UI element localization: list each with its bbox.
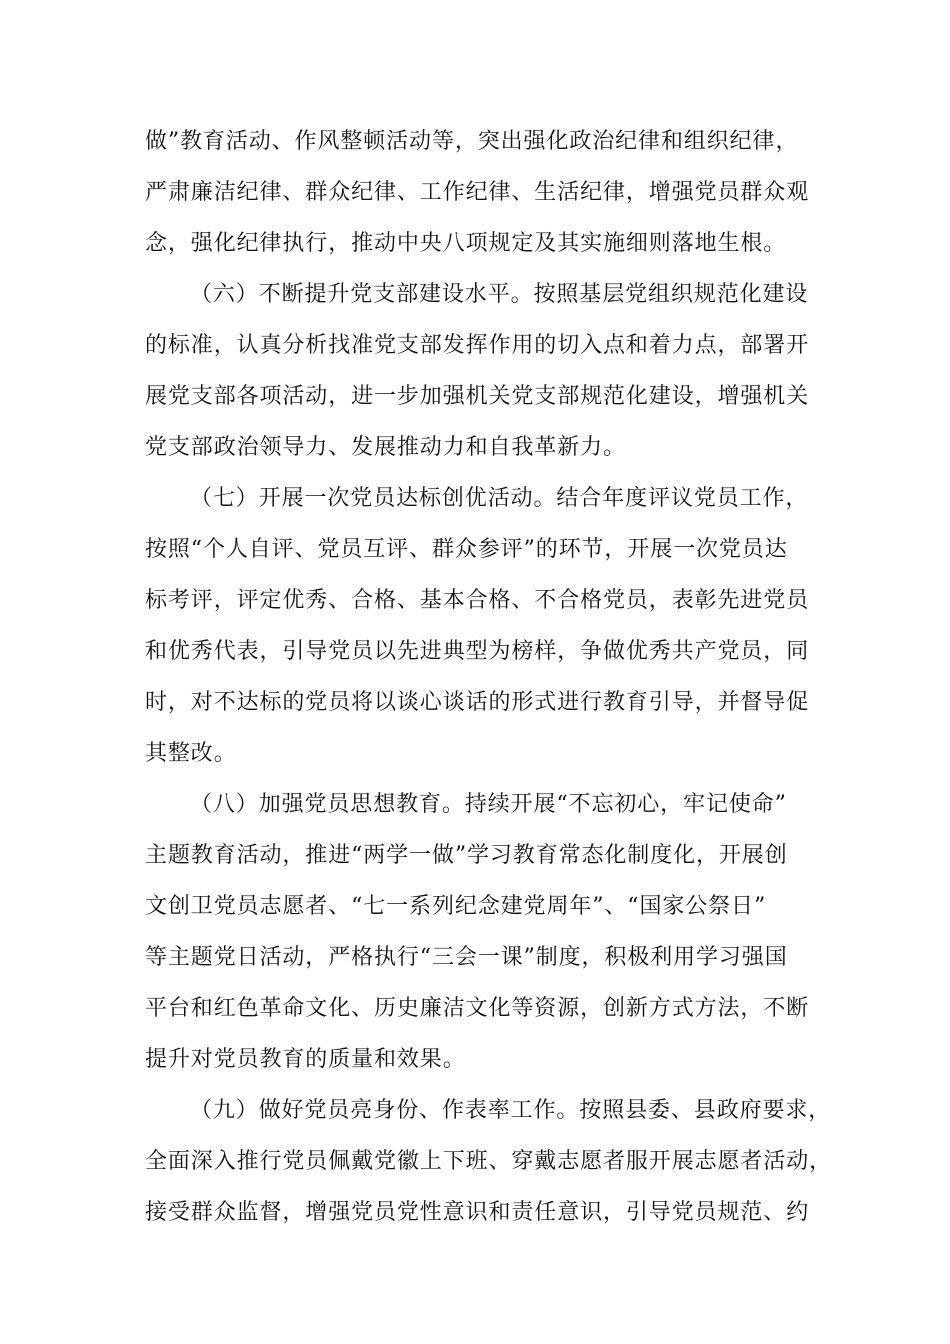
- text-line: 念，强化纪律执行，推动中央八项规定及其实施细则落地生根。: [145, 231, 787, 256]
- paragraph-heading-line: （七）开展一次党员达标创优活动。结合年度评议党员工作，: [190, 486, 809, 511]
- text-line: 接受群众监督，增强党员党性意识和责任意识，引导党员规范、约: [145, 1200, 810, 1225]
- text-line: 严肃廉洁纪律、群众纪律、工作纪律、生活纪律，增强党员群众观: [145, 180, 810, 205]
- text-line: 等主题党日活动，严格执行“三会一课”制度，积极利用学习强国: [145, 945, 788, 970]
- paragraph-heading-line: （六）不断提升党支部建设水平。按照基层党组织规范化建设: [190, 282, 809, 307]
- text-line: 和优秀代表，引导党员以先进典型为榜样，争做优秀共产党员，同: [145, 639, 810, 664]
- text-line: 的标准，认真分析找准党支部发挥作用的切入点和着力点，部署开: [145, 333, 810, 358]
- text-line: 按照“个人自评、党员互评、群众参评”的环节，开展一次党员达: [145, 537, 788, 562]
- text-line: 其整改。: [145, 741, 237, 766]
- paragraph-heading-line: （八）加强党员思想教育。持续开展“不忘初心，牢记使命”: [190, 792, 787, 817]
- text-line: 主题教育活动，推进“两学一做”学习教育常态化制度化，开展创: [145, 843, 788, 868]
- text-line: 提升对党员教育的质量和效果。: [145, 1047, 466, 1072]
- paragraph-heading-line: （九）做好党员亮身份、作表率工作。按照县委、县政府要求，: [190, 1098, 832, 1123]
- text-line: 展党支部各项活动，进一步加强机关党支部规范化建设，增强机关: [145, 384, 810, 409]
- text-line: 标考评，评定优秀、合格、基本合格、不合格党员，表彰先进党员: [145, 588, 810, 613]
- text-line: 文创卫党员志愿者、“七一系列纪念建党周年”、“国家公祭日”: [145, 894, 767, 919]
- text-line: 做”教育活动、作风整顿活动等，突出强化政治纪律和组织纪律，: [145, 129, 799, 154]
- text-line: 平台和红色革命文化、历史廉洁文化等资源，创新方式方法，不断: [145, 996, 810, 1021]
- text-line: 时，对不达标的党员将以谈心谈话的形式进行教育引导，并督导促: [145, 690, 810, 715]
- text-line: 全面深入推行党员佩戴党徽上下班、穿戴志愿者服开展志愿者活动，: [145, 1149, 833, 1174]
- text-line: 党支部政治领导力、发展推动力和自我革新力。: [145, 435, 626, 460]
